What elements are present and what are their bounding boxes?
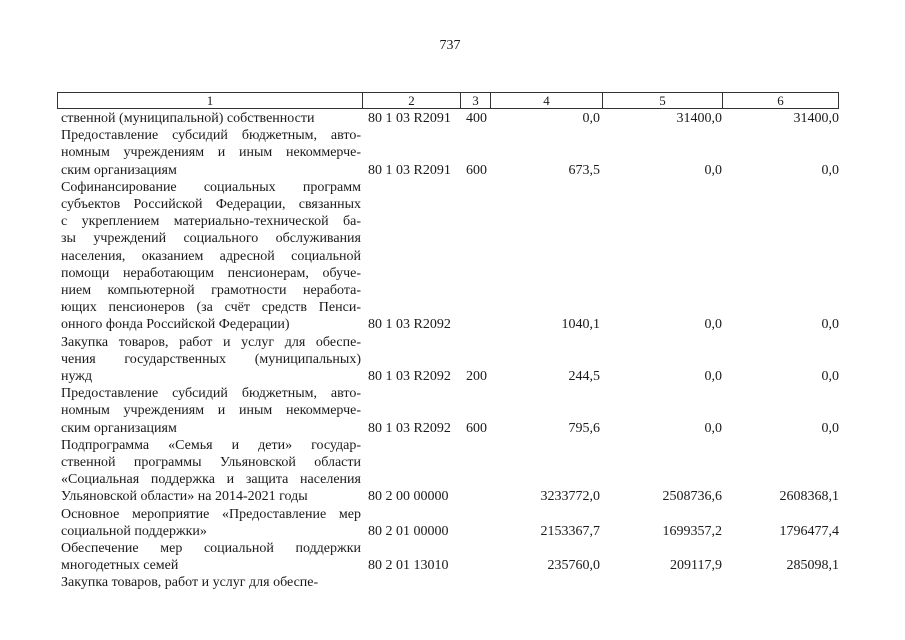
row-name-line: социальной поддержки»: [61, 523, 207, 539]
row-name-line: нием компьютерной грамотности неработа-: [61, 283, 361, 299]
row-value-2020: 1040,1: [561, 317, 600, 333]
row-name-line: Предоставление субсидий бюджетным, авто-: [61, 128, 361, 144]
row-name-line: ским организациям: [61, 162, 177, 178]
row-value-2021: 2508736,6: [662, 489, 722, 505]
row-value-2022: 31400,0: [793, 111, 839, 126]
row-name-line: многодетных семей: [61, 558, 179, 574]
row-value-2022: 0,0: [821, 317, 839, 333]
table-row: [57, 179, 839, 334]
row-value-2021: 0,0: [704, 420, 722, 436]
row-value-2020: 0,0: [582, 111, 600, 126]
row-code-cell: 80 1 03 R2091: [368, 162, 451, 178]
row-name-line: зы учреждений социального обслуживания: [61, 231, 361, 247]
row-value-2020: 795,6: [568, 420, 600, 436]
row-code-cell: 80 2 00 00000: [368, 489, 449, 505]
table-header-row: [57, 92, 839, 109]
row-value-2021: 0,0: [704, 162, 722, 178]
row-name-cell: [61, 334, 361, 386]
row-name-line: населения, оказанием адресной социальной: [61, 248, 361, 264]
row-value-2021: 31400,0: [676, 111, 722, 126]
row-value-2022: 1796477,4: [779, 523, 839, 539]
row-name-line: ственной программы Ульяновской области: [61, 455, 361, 471]
header-col-5: 5: [603, 93, 723, 108]
row-name-line: Софинансирование социальных программ: [61, 179, 361, 195]
row-name-line: номным учреждениям и иным некоммерче-: [61, 145, 361, 161]
row-value-2021: 0,0: [704, 369, 722, 385]
row-name-line: ющих пенсионеров (за счёт средств Пенси-: [61, 300, 361, 316]
row-code-cell: 80 2 01 00000: [368, 523, 449, 539]
row-value-2020: 3233772,0: [540, 489, 600, 505]
row-type-cell: 400: [466, 111, 487, 126]
table-row: [57, 334, 839, 386]
row-name-line: нужд: [61, 369, 93, 385]
row-name-line: помощи неработающим пенсионерам, обуче-: [61, 265, 361, 281]
row-value-2020: 2153367,7: [540, 523, 600, 539]
budget-table: [57, 92, 839, 592]
header-col-2: 2: [363, 93, 461, 108]
page-number: 737: [439, 38, 461, 53]
row-type-cell: 200: [466, 369, 487, 385]
row-name-line: Подпрограмма «Семья и дети» государ-: [61, 437, 361, 453]
row-value-2020: 244,5: [568, 369, 600, 385]
table-row: [57, 127, 839, 179]
table-row: [57, 574, 839, 591]
row-name-line: Основное мероприятие «Предоставление мер: [61, 506, 361, 522]
table-row: [57, 540, 839, 574]
row-name-line: ственной (муниципальной) собственности: [61, 111, 315, 126]
row-type-cell: 600: [466, 162, 487, 178]
row-name-cell: [61, 437, 361, 506]
row-value-2021: 1699357,2: [662, 523, 722, 539]
header-col-1: 1: [58, 93, 363, 108]
row-name-line: с укреплением материально-технической ба-: [61, 214, 361, 230]
row-name-line: ским организациям: [61, 420, 177, 436]
row-name-cell: [61, 506, 361, 540]
row-value-2021: 209117,9: [670, 558, 722, 574]
row-name-line: онного фонда Российской Федерации): [61, 317, 290, 333]
table-row: [57, 110, 839, 127]
row-name-line: Закупка товаров, работ и услуг для обеспе-: [61, 575, 319, 591]
row-name-cell: [61, 110, 361, 127]
row-code-cell: 80 1 03 R2092: [368, 420, 451, 436]
table-row: [57, 506, 839, 540]
row-value-2022: 285098,1: [786, 558, 839, 574]
row-name-cell: [61, 574, 361, 591]
row-name-line: «Социальная поддержка и защита населения: [61, 472, 361, 488]
row-type-cell: 600: [466, 420, 487, 436]
row-value-2020: 673,5: [568, 162, 600, 178]
row-value-2022: 0,0: [821, 162, 839, 178]
row-code-cell: 80 2 01 13010: [368, 558, 449, 574]
row-code-cell: 80 1 03 R2092: [368, 317, 451, 333]
table-body: [57, 110, 839, 592]
row-name-line: Закупка товаров, работ и услуг для обеспе-: [61, 334, 361, 350]
row-value-2022: 0,0: [821, 369, 839, 385]
header-col-6: 6: [777, 93, 784, 108]
row-code-cell: 80 1 03 R2091: [368, 111, 451, 126]
row-name-cell: [61, 385, 361, 437]
row-name-line: субъектов Российской Федерации, связанных: [61, 197, 361, 213]
row-name-line: номным учреждениям и иным некоммерче-: [61, 403, 361, 419]
header-col-3: 3: [461, 93, 491, 108]
row-value-2021: 0,0: [704, 317, 722, 333]
row-name-line: Ульяновской области» на 2014-2021 годы: [61, 489, 308, 505]
table-row: [57, 385, 839, 437]
row-value-2022: 2608368,1: [779, 489, 839, 505]
row-value-2020: 235760,0: [547, 558, 600, 574]
row-code-cell: 80 1 03 R2092: [368, 369, 451, 385]
header-col-4: 4: [491, 93, 603, 108]
row-name-line: Обеспечение мер социальной поддержки: [61, 541, 361, 557]
row-name-line: Предоставление субсидий бюджетным, авто-: [61, 386, 361, 402]
row-name-line: чения государственных (муниципальных): [61, 351, 361, 367]
row-name-cell: [61, 127, 361, 179]
row-name-cell: [61, 179, 361, 334]
row-name-cell: [61, 540, 361, 574]
table-row: [57, 437, 839, 506]
row-value-2022: 0,0: [821, 420, 839, 436]
